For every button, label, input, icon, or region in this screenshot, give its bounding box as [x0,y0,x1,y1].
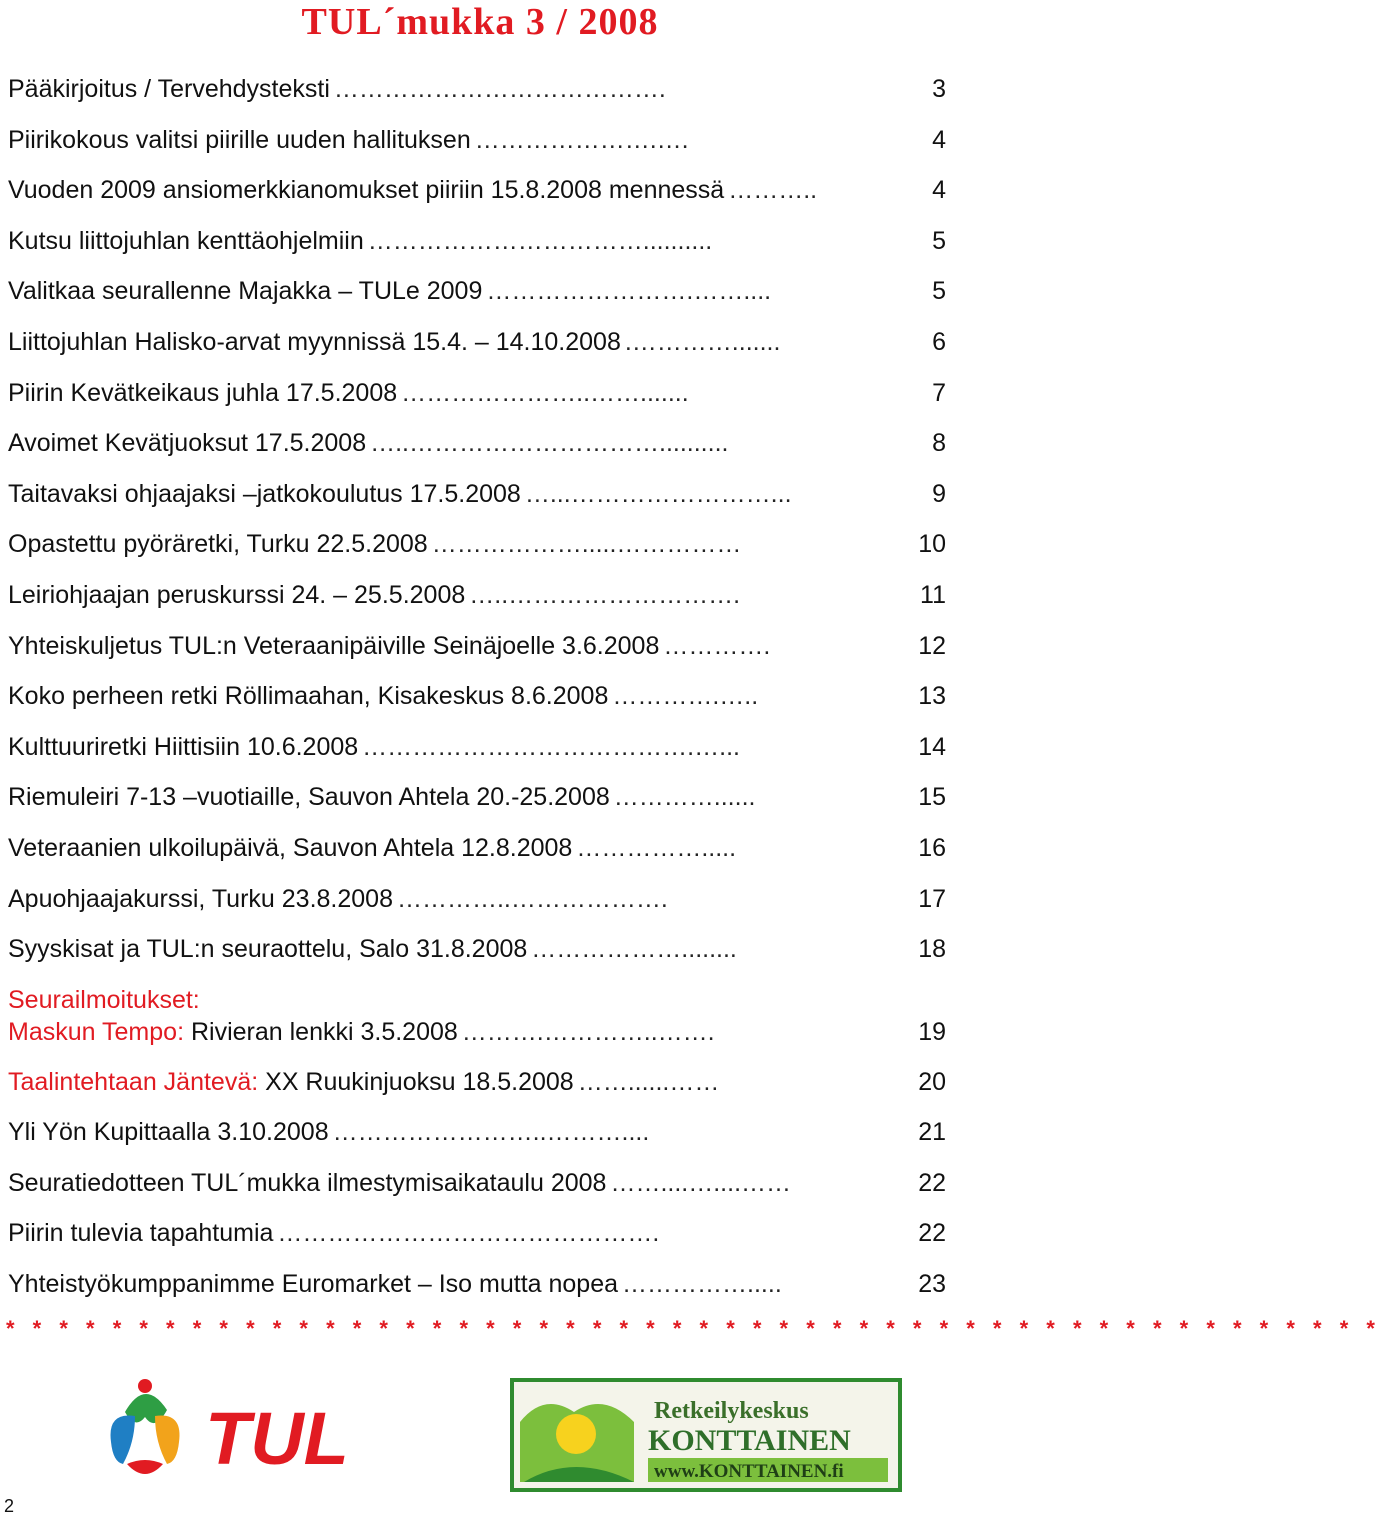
club-entry-label: Rivieran lenkki 3.5.2008 [190,1017,458,1046]
star-divider: * * * * * * * * * * * * * * * * * * * * * * * * * * * * * * * * * * * * * * * * * * * * * * * * * * * * [6,1316,1381,1341]
toc-page-number: 5 [932,226,946,255]
toc-leader: ………………………………….…... [362,732,740,761]
toc-leader: ……………….....…………… [431,530,742,559]
toc-leader: ………………........ [531,935,737,964]
toc-leader: .…………....... [624,327,781,356]
toc-page-number: 16 [918,833,946,862]
toc-entry[interactable] [8,74,946,125]
club-entry-label: Yhteistyökumppanimme Euromarket – Iso mutta nopea [8,1270,619,1299]
toc-page-number: 15 [918,783,946,812]
toc-page-number: 18 [918,935,946,964]
club-name: Taalintehtaan Jäntevä: [8,1067,259,1096]
toc-leader: ………….….. [612,682,759,711]
club-entry[interactable] [8,1168,946,1219]
toc-page-number: 3 [932,75,946,103]
toc-page-number: 23 [918,1270,946,1299]
toc-label: Avoimet Kevätjuoksut 17.5.2008 [8,429,367,458]
club-section-heading: Seurailmoitukset: [8,985,200,1014]
page-number: 2 [4,1496,15,1516]
club-entry-label: Piirin tulevia tapahtumia [8,1219,274,1248]
toc-label: Apuohjaajakurssi, Turku 23.8.2008 [8,884,393,913]
table-of-contents [8,74,946,1320]
club-entry-label: Yli Yön Kupittaalla 3.10.2008 [8,1118,329,1147]
toc-entry[interactable] [8,428,946,479]
konttainen-line2: KONTTAINEN [648,1424,851,1457]
toc-page-number: 12 [918,631,946,660]
toc-label: Piirikokous valitsi piirille uuden hallituksen [8,125,471,154]
toc-page-number: 5 [932,277,946,306]
toc-label: Yhteiskuljetus TUL:n Veteraanipäiville Seinäjoelle 3.6.2008 [8,631,660,660]
document-title: TUL´mukka 3 / 2008 [301,1,659,43]
toc-leader: ……….…………..……. [461,1017,715,1046]
toc-page-number: 10 [918,530,946,559]
toc-page-number: 22 [918,1168,946,1197]
toc-page-number: 4 [932,125,946,154]
toc-label: Riemuleiri 7-13 –vuotiaille, Sauvon Ahtela 20.-25.2008 [8,783,610,812]
toc-entry[interactable] [8,479,946,530]
club-entry[interactable] [8,1117,946,1168]
sun-icon [556,1414,596,1454]
toc-leader: …………………..……....... [401,378,689,407]
toc-page-number: 21 [918,1118,946,1147]
toc-entry[interactable] [8,378,946,429]
toc-entry[interactable] [8,175,946,226]
toc-leader: …………………………………. [333,75,666,103]
toc-label: Vuoden 2009 ansiomerkkianomukset piiriin 15.8.2008 mennessä [8,176,725,205]
tul-emblem-icon [105,1372,405,1492]
toc-label: Leiriohjaajan peruskurssi 24. – 25.5.2008 [8,580,466,609]
toc-label: Opastettu pyöräretki, Turku 22.5.2008 [8,530,428,559]
toc-leader: …..………………………. [469,580,741,609]
toc-page-number: 13 [918,682,946,711]
toc-page-number: 8 [932,429,946,458]
toc-entry[interactable] [8,732,946,783]
konttainen-logo[interactable] [510,1378,902,1492]
toc-label: Veteraanien ulkoilupäivä, Sauvon Ahtela 12.8.2008 [8,833,573,862]
toc-leader: …………………………….......... [367,226,713,255]
toc-label: Kulttuuriretki Hiittisiin 10.6.2008 [8,732,359,761]
toc-entry[interactable] [8,782,946,833]
toc-entry[interactable] [8,327,946,378]
toc-leader: ……....…....…… [610,1168,792,1197]
toc-leader: ………………….…. [474,125,689,154]
toc-entry[interactable] [8,934,946,985]
toc-page-number: 9 [932,479,946,508]
club-entry-label: XX Ruukinjuoksu 18.5.2008 [265,1067,574,1096]
toc-entry[interactable] [8,631,946,682]
toc-page-number: 14 [918,732,946,761]
toc-page-number: 20 [918,1067,946,1096]
toc-page-number: 19 [918,1017,946,1046]
toc-leader: …...……………………... [524,479,792,508]
toc-leader: ……………..... [622,1270,782,1299]
toc-label: Syyskisat ja TUL:n seuraottelu, Salo 31.8.2008 [8,935,528,964]
toc-page-number: 6 [932,327,946,356]
konttainen-line1: Retkeilykeskus [654,1398,809,1424]
club-entry[interactable] [8,1218,946,1269]
tul-logo[interactable] [105,1372,405,1492]
toc-label: Piirin Kevätkeikaus juhla 17.5.2008 [8,378,398,407]
toc-page-number: 7 [932,378,946,407]
toc-entry[interactable] [8,884,946,935]
toc-leader: …………. [663,631,771,660]
toc-entry[interactable] [8,125,946,176]
toc-leader: …………..………………. [396,884,668,913]
toc-entry[interactable] [8,276,946,327]
club-entry[interactable] [8,1067,946,1118]
toc-entry[interactable] [8,226,946,277]
toc-label: Koko perheen retki Röllimaahan, Kisakeskus 8.6.2008 [8,682,609,711]
toc-entry[interactable] [8,529,946,580]
tul-logo-text: TUL [205,1397,349,1480]
club-name: Maskun Tempo: [8,1017,185,1046]
toc-page-number: 17 [918,884,946,913]
toc-label: Taitavaksi ohjaajaksi –jatkokoulutus 17.5.2008 [8,479,521,508]
toc-entry[interactable] [8,681,946,732]
toc-leader: ……….. [728,176,818,205]
toc-label: Kutsu liittojuhlan kenttäohjelmiin [8,226,364,255]
toc-entry[interactable] [8,580,946,631]
toc-leader: ………………………………………. [277,1219,660,1248]
club-entry[interactable] [8,1017,946,1067]
toc-page-number: 4 [932,176,946,205]
toc-label: Pääkirjoitus / Tervehdysteksti [8,75,330,103]
toc-page-number: 11 [920,580,946,609]
toc-leader: …………………….…….... [486,277,772,306]
club-entry[interactable] [8,1269,946,1320]
toc-page-number: 22 [918,1219,946,1248]
toc-label: Liittojuhlan Halisko-arvat myynnissä 15.4. – 14.10.2008 [8,327,621,356]
toc-leader: ……………………..……….... [332,1118,650,1147]
konttainen-url: www.KONTTAINEN.fi [654,1461,844,1482]
toc-leader: ……………..... [576,833,737,862]
toc-entry[interactable] [8,833,946,884]
toc-leader: …..………………………….......... [370,429,729,458]
toc-label: Valitkaa seurallenne Majakka – TULe 2009 [8,277,483,306]
toc-leader: …………...... [613,783,756,812]
konttainen-badge [514,1382,898,1488]
club-entry-label: Seuratiedotteen TUL´mukka ilmestymisaikataulu 2008 [8,1168,607,1197]
toc-leader: ……......…… [577,1067,720,1096]
